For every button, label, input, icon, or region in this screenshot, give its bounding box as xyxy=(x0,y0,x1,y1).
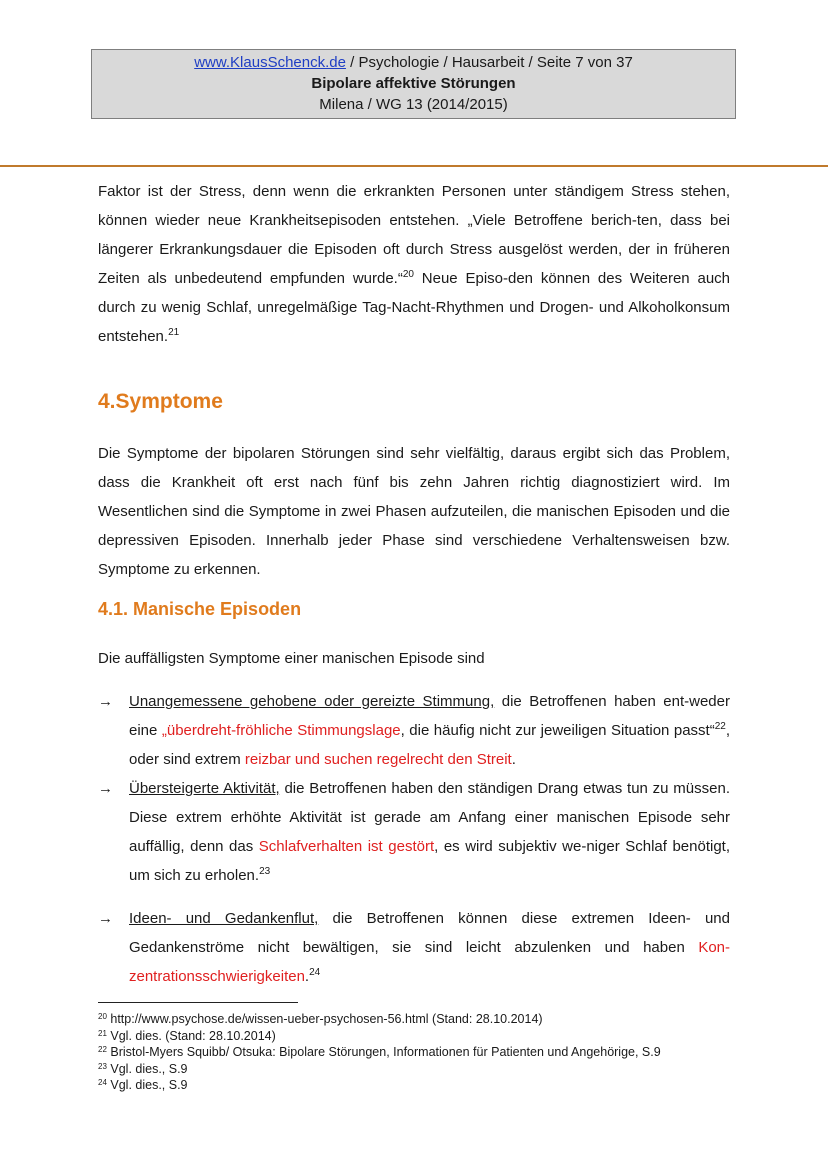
document-author: Milena / WG 13 (2014/2015) xyxy=(319,96,508,113)
highlight-text: „überdreht-fröhliche Stimmungslage xyxy=(161,722,401,739)
header-line-1 xyxy=(92,52,735,73)
footnote-23: $^{23}$ Vgl. dies., S.9 xyxy=(98,1061,188,1076)
highlight-text: Kon-zentrationsschwierigkeiten xyxy=(129,939,730,985)
list-item-label: Übersteigerte Aktivität, xyxy=(129,780,280,797)
website-link[interactable]: www.KlausSchenck.de xyxy=(194,54,346,71)
list-item-label: Ideen- und Gedankenflut, xyxy=(129,910,319,927)
paragraph-intro: Die auffälligsten Symptome einer manischen Episode sind xyxy=(98,650,485,667)
footnote-ref-22[interactable]: 22 xyxy=(714,721,726,732)
arrow-icon: → xyxy=(98,780,113,797)
footnote-ref-23[interactable]: 23 xyxy=(259,866,271,877)
header-path: / Psychologie / Hausarbeit / Seite 7 von 37 xyxy=(345,54,633,71)
footnote-24: $^{24}$ Vgl. dies., S.9 xyxy=(98,1078,188,1092)
footnote-separator xyxy=(98,1002,298,1003)
footnote-21: $^{21}$ Vgl. dies. (Stand: 28.10.2014) xyxy=(98,1028,276,1043)
footnotes xyxy=(98,1011,738,1094)
list-item-ideenflut: → Ideen- und Gedankenflut, die Betroffenen können diese extremen Ideen- und Gedankenströme nicht bewältigen, sie sind leicht abzulenken und haben Kon-zentrationsschwierigkeiten.$^{24}$ xyxy=(98,904,730,991)
section-heading-symptome: 4.Symptome xyxy=(98,390,223,413)
footnote-20: $^{20}$ http://www.psychose.de/wissen-ueber-psychosen-56.html (Stand: 28.10.2014) xyxy=(98,1012,543,1026)
footnote-22: $^{22}$ Bristol-Myers Squibb/ Otsuka: Bipolare Störungen, Informationen für Patienten und Angehörige, S.9 xyxy=(98,1045,661,1059)
footnote-ref-21[interactable]: 21 xyxy=(168,327,180,338)
header-rule xyxy=(0,165,828,167)
highlight-text: Schlafverhalten ist gestört xyxy=(258,838,435,855)
arrow-icon: → xyxy=(98,693,113,710)
list-item-aktivitaet: → Übersteigerte Aktivität, die Betroffenen haben den ständigen Drang etwas tun zu müssen. Diese extrem erhöhte Aktivität ist gerade am Anfang einer manischen Episode sehr auffällig, denn das Schlafverhalten ist gestört, es wird subjektiv we-niger Schlaf benötigt, um sich zu erholen.$^{23}$ xyxy=(98,774,730,890)
paragraph-stress: Faktor ist der Stress, denn wenn die erkrankten Personen unter ständigem Stress stehen, können wieder neue Krankheitsepisoden entstehen. „Viele Betroffene berich-ten, dass bei längerer Erkrankungsdauer die Episoden oft durch Stress ausgelöst werden, der in früheren Zeiten als unbedeutend empfunden wurde.“$^{20}$ Neue Episo-den können des Weiteren auch durch zu wenig Schlaf, unregelmäßige Tag-Nacht-Rhythmen und Drogen- und Alkoholkonsum entstehen.$^{21}$ xyxy=(98,183,730,345)
highlight-text: reizbar und suchen regelrecht den Streit xyxy=(244,751,512,768)
arrow-icon: → xyxy=(98,910,113,927)
document-title: Bipolare affektive Störungen xyxy=(311,75,516,92)
subsection-heading-manische-episoden: 4.1. Manische Episoden xyxy=(98,599,302,619)
paragraph-symptome: Die Symptome der bipolaren Störungen sind sehr vielfältig, daraus ergibt sich das Problem, dass die Krankheit oft erst nach fünf bis zehn Jahren richtig diagnostiziert wird. Im Wesentlichen sind die Symptome in zwei Phasen aufzuteilen, die manischen Episoden und die depressiven Episoden. Innerhalb jeder Phase sind verschiedene Verhaltensweisen bzw. Symptome zu erkennen. xyxy=(98,445,730,578)
footnote-ref-24[interactable]: 24 xyxy=(309,967,321,978)
list-item-stimmung: → Unangemessene gehobene oder gereizte Stimmung, die Betroffenen haben ent-weder eine „überdreht-fröhliche Stimmungslage, die häufig nicht zur jeweiligen Situation passt“$^{22}$, oder sind extrem reizbar und suchen regelrecht den Streit. xyxy=(98,687,730,774)
page-header xyxy=(91,49,736,119)
footnote-ref-20[interactable]: 20 xyxy=(402,269,414,280)
list-item-label: Unangemessene gehobene oder gereizte Stimmung, xyxy=(129,693,495,710)
